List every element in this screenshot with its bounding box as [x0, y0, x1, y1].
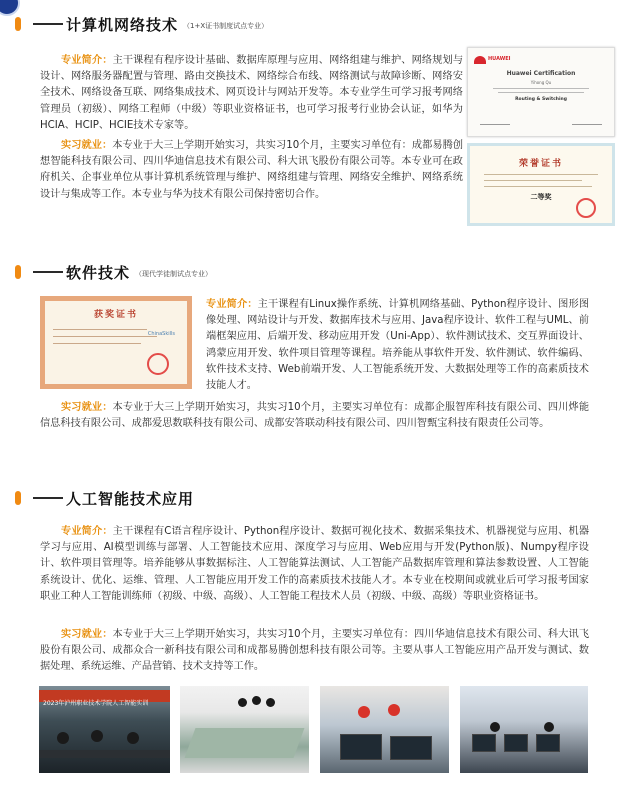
equipment-panel: [390, 736, 432, 760]
cert-line: [53, 329, 147, 330]
section-header-network: [15, 14, 268, 34]
huawei-cert-title: Huawei Certification: [506, 70, 576, 77]
student-head: [57, 732, 69, 744]
model-table: [185, 728, 305, 758]
classroom-photo: [39, 686, 170, 773]
section-title: 计算机网络技术: [66, 15, 179, 34]
section-subtitle: （1+X证书制度试点专业）: [183, 22, 269, 30]
helmet: [358, 706, 370, 718]
person-head: [238, 698, 247, 707]
award-certificate-image: [467, 143, 615, 226]
section-subtitle: （现代学徒制试点专业）: [135, 270, 213, 278]
job-text: 本专业于大三上学期开始实习，共实习10个月，主要实习单位有：四川华迪信息技术有限公司、科大讯飞股份有限公司、成都众合一新科技有限公司和成都易腾创想科技有限公司等。主要从事人工智能应用产品开发与测试、数据处理、系统运维、产品营销、技术支持等工作。: [40, 629, 590, 673]
intro-text: 主干课程有Linux操作系统、计算机网络基础、Python程序设计、图形图像处理、网站设计与开发、数据库技术与应用、Java程序设计、软件工程与UML、前端框架应用、后端开发、移动应用开发（Uni-App）、软件测试技术、交互界面设计、鸿蒙应用开发、软件项目管理等课程。培养能从事软件开发、软件测试、软件编码、软件技术支持、Web前端开发、人工智能系统开发、大数据处理等工作的高素质技术技能人才。: [206, 299, 590, 392]
chinaskills-logo: ChinaSkills: [147, 331, 175, 337]
job-label: 实习就业：: [61, 629, 113, 640]
bullet-marker: [15, 491, 21, 505]
student-head: [127, 732, 139, 744]
section-header-ai: [15, 488, 194, 508]
job-text: 本专业于大三上学期开始实习，共实习10个月，主要实习单位有：成都企服智库科技有限公司、四川烨能信息科技有限公司、成都爱思数联科技有限公司、成都安答联动科技有限公司、四川智甄宝科技有限责任公司等。: [40, 402, 590, 430]
red-seal: [576, 198, 596, 218]
bullet-marker: [15, 17, 21, 31]
huawei-brand: HUAWEI: [488, 56, 511, 62]
award-certificate-image: [40, 296, 192, 389]
cert-line: [498, 92, 584, 93]
title-rule: [33, 23, 63, 25]
huawei-logo-icon: [474, 56, 486, 64]
intro-text: 主干课程有程序设计基础、数据库原理与应用、网络组建与维护、网络规划与设计、网络服务器配置与管理、路由交换技术、网络综合布线、网络测试与故障诊断、网络安全技术、网络设备互联、网络集成技术、网页设计与网站开发等。本专业学生可学习报考网络管理员（初级）、网络工程师（中级）等职业资格证书，也可学习报考行业协会认证，如华为HCIA、HCIP、HCIE技术专家等。: [40, 55, 464, 131]
smart-city-model-photo: [180, 686, 309, 773]
cert-line: [484, 186, 592, 187]
intro-label: 专业简介：: [61, 55, 113, 66]
job-text: 本专业于大三上学期开始实习，共实习10个月，主要实习单位有：成都易腾创想智能科技有限公司、四川华迪信息技术有限公司、科大讯飞股份有限公司等。本专业可在政府机关、企事业单位从事计算机系统管理与维护、网络组建与管理、网络安全维护、网络系统设计与集成等工作。本专业与华为技术有限公司保持密切合作。: [40, 140, 464, 200]
job-label: 实习就业：: [61, 402, 113, 413]
photo-banner: [39, 690, 170, 707]
cert-line: [484, 180, 582, 181]
job-label: 实习就业：: [61, 140, 113, 151]
cert-line: [53, 343, 141, 344]
ai-intro: [40, 524, 589, 605]
student-head: [490, 722, 500, 732]
cert-line: [53, 336, 157, 337]
title-rule: [33, 497, 63, 499]
huawei-certificate-image: [467, 47, 615, 137]
software-employment: [40, 400, 589, 432]
computer-lab-photo: [460, 686, 588, 773]
equipment-panel: [340, 734, 382, 760]
huawei-cert-name: Yihong Qu: [530, 80, 552, 85]
computer-monitor: [536, 734, 560, 752]
desk: [39, 750, 170, 758]
photo-banner-text: 2023年泸州职业技术学院人工智能实训: [43, 700, 149, 707]
section-header-software: [15, 262, 212, 282]
network-employment: [40, 138, 463, 203]
signature-line: [572, 124, 602, 125]
red-seal: [147, 353, 169, 375]
bullet-marker: [15, 265, 21, 279]
award-cert-title: 荣誉证书: [518, 159, 563, 169]
signature-line: [480, 124, 510, 125]
section-title: 软件技术: [66, 263, 131, 282]
section-title: 人工智能技术应用: [66, 489, 195, 508]
award-cert-title: 获奖证书: [93, 310, 138, 320]
cert-line: [484, 174, 598, 175]
intro-text: 主干课程有C语言程序设计、Python程序设计、数据可视化技术、数据采集技术、机器视觉与应用、机器学习与应用、AI模型训练与部署、人工智能技术应用、深度学习与应用、Web应用与开发(Python版)、Numpy程序设计、软件项目管理等。培养能够从事数据标注、人工智能算法测试、人工智能产品数据库管理和算法参数设置、人工智能系统设计、优化、运维、管理、人工智能应用开发工作的高素质技术技能人才。本专业在校期间或就业后可学习报考国家职业工种人工智能训练师（初级、中级、高级）、人工智能工程技术人员（初级、中级、高级）等职业资格证书。: [40, 526, 590, 602]
computer-monitor: [472, 734, 496, 752]
award-level: 二等奖: [530, 193, 552, 201]
computer-monitor: [504, 734, 528, 752]
huawei-cert-track: Routing & Switching: [515, 97, 567, 102]
intro-label: 专业简介：: [61, 526, 113, 537]
network-intro: [40, 53, 463, 134]
lab-training-photo: [320, 686, 449, 773]
ai-employment: [40, 627, 589, 676]
intro-label: 专业简介：: [206, 299, 258, 310]
student-head: [91, 730, 103, 742]
cert-line: [493, 88, 589, 89]
student-head: [544, 722, 554, 732]
person-head: [252, 696, 261, 705]
title-rule: [33, 271, 63, 273]
helmet: [388, 704, 400, 716]
software-intro: [206, 297, 589, 394]
person-head: [266, 698, 275, 707]
